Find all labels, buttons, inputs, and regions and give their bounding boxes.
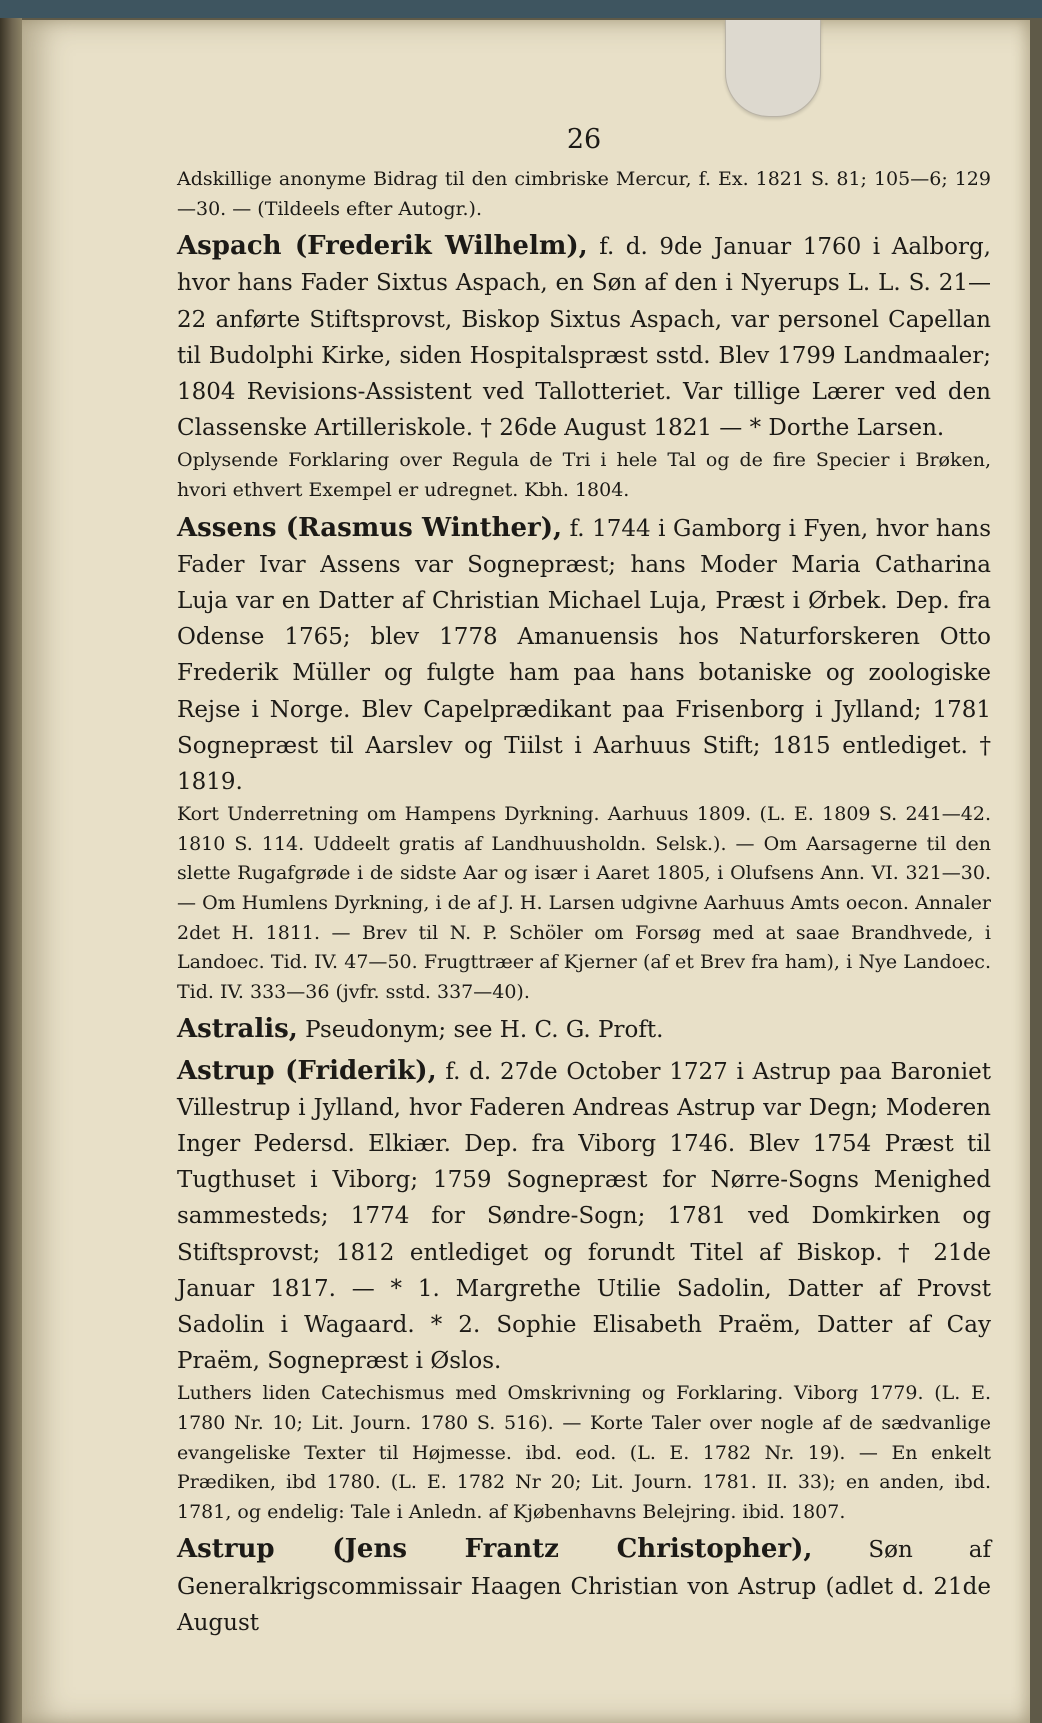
entry-text: f. d. 9de Januar 1760 i Aalborg, hvor hans Fader Sixtus Aspach, en Søn af den i Nyerups L. L. S. 21—22 anførte Stiftsprovst, Biskop Sixtus Aspach, var personel Capellan til Budolphi Kirke, siden Hospitalspræst sstd. Blev 1799 Landmaaler; 1804 Revisions-Assistent ved Tallotteriet. Var tillige Lærer ved den Classenske Artilleriskole. † 26de August 1821 — * Dorthe Larsen. (177, 234, 991, 442)
entry-headword: Assens (Rasmus Winther), (177, 512, 563, 543)
entry-aspach (177, 228, 991, 446)
top-edge (0, 0, 1042, 18)
page-content (177, 120, 991, 1641)
page-number: 26 (566, 124, 602, 155)
entry-text: f. 1744 i Gamborg i Fyen, hvor hans Fader Ivar Assens var Sognepræst; hans Moder Maria Catharina Luja var en Datter af Christian Michael Luja, Præst i Ørbek. Dep. fra Odense 1765; blev 1778 Amanuensis hos Naturforskeren Otto Frederik Müller og fulgte ham paa hans botaniske og zoologiske Rejse i Norge. Blev Capelprædikant paa Frisenborg i Jylland; 1781 Sognepræst til Aarslev og Tiilst i Aarhuus Stift; 1815 entlediget. † 1819. (177, 515, 991, 796)
book-page (22, 20, 1030, 1723)
entry-text: Pseudonym; see H. C. G. Proft. (297, 1017, 664, 1044)
entry-astrup-friderik-works (177, 1379, 991, 1527)
entry-headword: Aspach (Frederik Wilhelm), (177, 231, 588, 262)
entry-astralis (177, 1011, 991, 1048)
entry-text: Kort Underretning om Hampens Dyrkning. Aarhuus 1809. (L. E. 1809 S. 241—42. 1810 S. 114. Uddeelt gratis af Landhuusholdn. Selsk.). — Om Aarsagerne til den slette Rugafgrøde i de sidste Aar og især i Aaret 1805, i Olufsens Ann. VI. 321—30. — Om Humlens Dyrkning, i de af J. H. Larsen udgivne Aarhuus Amts oecon. Annaler 2det H. 1811. — Brev til N. P. Schöler om Forsøg med at saae Brandhvede, i Landoec. Tid. IV. 47—50. Frugttræer af Kjerner (af et Brev fra ham), i Nye Landoec. Tid. IV. 333—36 (jvfr. sstd. 337—40). (177, 803, 991, 1003)
entry-astrup-jens (177, 1531, 991, 1641)
entry-text: f. d. 27de October 1727 i Astrup paa Baroniet Villestrup i Jylland, hvor Faderen Andreas Astrup var Degn; Moderen Inger Pedersd. Elkiær. Dep. fra Viborg 1746. Blev 1754 Præst til Tugthuset i Viborg; 1759 Sognepræst for Nørre-Sogns Menighed sammesteds; 1774 for Søndre-Sogn; 1781 ved Domkirken og Stiftsprovst; 1812 entlediget og forundt Titel af Biskop. † 21de Januar 1817. — * 1. Margrethe Utilie Sadolin, Datter af Provst Sadolin i Wagaard. * 2. Sophie Elisabeth Praëm, Datter af Cay Praëm, Sognepræst i Øslos. (177, 1058, 991, 1375)
entry-aspach-works (177, 446, 991, 505)
entry-text: Luthers liden Catechismus med Omskrivning og Forklaring. Viborg 1779. (L. E. 1780 Nr. 10; Lit. Journ. 1780 S. 516). — Korte Taler over nogle af de sædvanlige evangeliske Texter til Højmesse. ibd. eod. (L. E. 1782 Nr. 19). — En enkelt Prædiken, ibd 1780. (L. E. 1782 Nr 20; Lit. Journ. 1781. II. 33); en anden, ibd. 1781, og endelig: Tale i Anledn. af Kjøbenhavns Belejring. ibid. 1807. (177, 1382, 991, 1523)
entry-astrup-friderik (177, 1053, 991, 1380)
entry-text: Oplysende Forklaring over Regula de Tri i hele Tal og de fire Specier i Brøken, hvori ethvert Exempel er udregnet. Kbh. 1804. (177, 449, 991, 501)
entry-headword: Astralis, (177, 1014, 298, 1045)
entry-text: Adskillige anonyme Bidrag til den cimbriske Mercur, f. Ex. 1821 S. 81; 105—6; 129—30. — (Tildeels efter Autogr.). (177, 168, 991, 220)
entry-continuation-works (177, 165, 991, 224)
entry-headword: Astrup (Friderik), (177, 1055, 437, 1086)
entry-assens-works (177, 800, 991, 1007)
entry-assens (177, 510, 991, 801)
book-binding (0, 18, 22, 1723)
page-tab-marker (725, 20, 821, 117)
entry-headword: Astrup (Jens Frantz Christopher), (177, 1534, 813, 1565)
entry-text: Søn af Generalkrigscommissair Haagen Christian von Astrup (adlet d. 21de August (177, 1537, 991, 1636)
